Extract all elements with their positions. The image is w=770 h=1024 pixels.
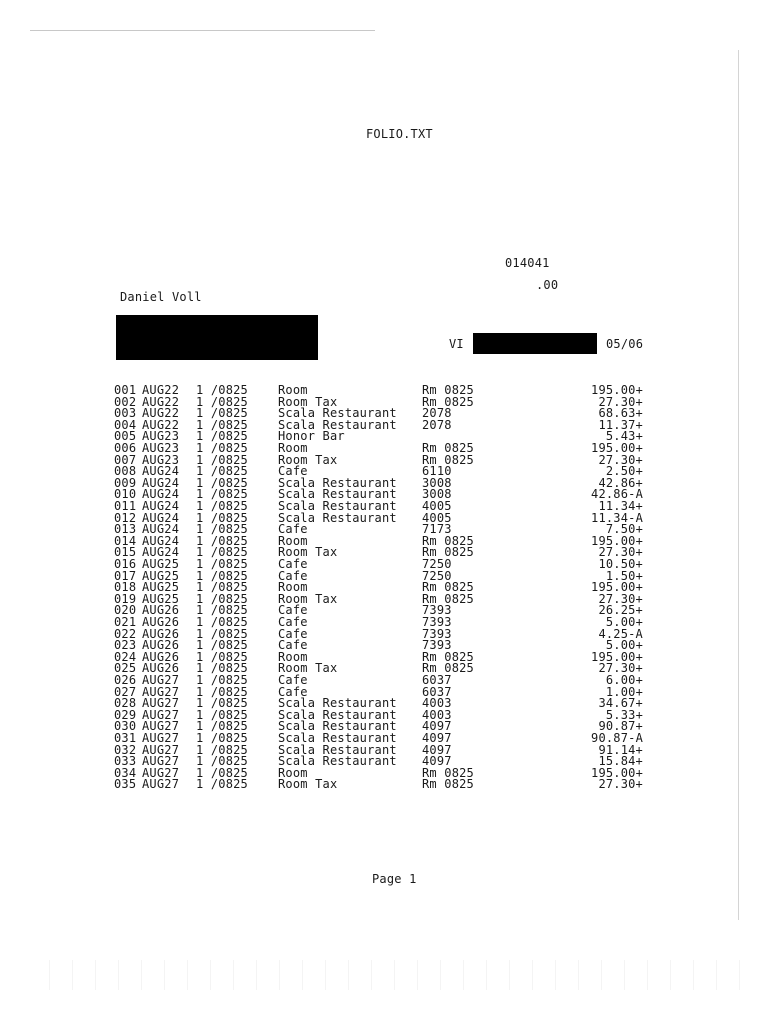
transaction-amount: 27.30+ [598,452,643,467]
transaction-room: 1 /0825 [196,522,248,537]
transaction-description: Room Tax [278,452,338,467]
transaction-amount: 27.30+ [598,591,643,606]
transaction-room: 1 /0825 [196,777,248,792]
transaction-date: AUG24 [142,510,180,525]
transaction-date: AUG26 [142,626,180,641]
transaction-room: 1 /0825 [196,441,248,455]
transaction-room: 1 /0825 [196,533,248,548]
transaction-amount: 15.84+ [598,754,643,769]
transaction-reference: 4097 [422,731,452,745]
transaction-seq: 005 [114,429,137,444]
transaction-room: 1 /0825 [196,487,248,502]
transaction-description: Cafe [278,673,308,687]
transaction-seq: 020 [114,603,137,618]
transaction-date: AUG25 [142,580,180,595]
transaction-seq: 022 [114,626,137,641]
transaction-date: AUG27 [142,742,180,757]
transaction-description: Cafe [278,615,308,629]
transaction-description: Room Tax [278,545,338,560]
transaction-date: AUG24 [142,475,180,490]
transaction-date: AUG24 [142,487,180,502]
transaction-amount: 195.00+ [591,383,643,397]
transaction-room: 1 /0825 [196,383,248,397]
transaction-date: AUG27 [142,673,180,687]
transaction-reference: 7250 [422,568,452,583]
transaction-date: AUG26 [142,661,180,676]
transaction-room: 1 /0825 [196,417,248,432]
transaction-amount: 68.63+ [598,406,643,421]
transaction-seq: 001 [114,383,137,397]
transaction-amount: 195.00+ [591,580,643,595]
transaction-seq: 023 [114,638,137,653]
transaction-amount: 90.87+ [598,719,643,734]
transaction-room: 1 /0825 [196,394,248,409]
transaction-description: Scala Restaurant [278,406,397,421]
transaction-reference: 7173 [422,522,452,537]
transaction-seq: 028 [114,696,137,711]
transaction-amount: 7.50+ [605,522,643,537]
transaction-description: Cafe [278,638,308,653]
transaction-reference: 7393 [422,603,452,618]
transaction-amount: 1.00+ [605,684,643,699]
transaction-seq: 013 [114,522,137,537]
transaction-description: Cafe [278,568,308,583]
transaction-reference: Rm 0825 [422,777,474,792]
transaction-seq: 008 [114,464,137,479]
transaction-room: 1 /0825 [196,661,248,676]
transaction-description: Scala Restaurant [278,487,397,502]
transaction-room: 1 /0825 [196,742,248,757]
transaction-amount: 34.67+ [598,696,643,711]
transaction-amount: 27.30+ [598,661,643,676]
transaction-reference: 3008 [422,475,452,490]
transaction-seq: 031 [114,731,137,745]
transaction-seq: 030 [114,719,137,734]
transaction-description: Scala Restaurant [278,754,397,769]
transaction-description: Honor Bar [278,429,345,444]
transaction-reference: Rm 0825 [422,580,474,595]
transaction-date: AUG24 [142,499,180,513]
transaction-room: 1 /0825 [196,615,248,629]
transaction-date: AUG23 [142,452,180,467]
transaction-date: AUG24 [142,533,180,548]
transaction-reference: 2078 [422,417,452,432]
transaction-room: 1 /0825 [196,510,248,525]
transaction-reference: 6037 [422,684,452,699]
transaction-room: 1 /0825 [196,707,248,722]
transaction-date: AUG22 [142,383,180,397]
transaction-amount: 27.30+ [598,394,643,409]
transaction-description: Room [278,441,308,455]
transaction-date: AUG24 [142,545,180,560]
guest-name: Daniel Voll [120,290,202,304]
page-number: Page 1 [372,872,417,886]
transaction-date: AUG23 [142,441,180,455]
transaction-amount: 42.86+ [598,475,643,490]
transaction-seq: 016 [114,557,137,571]
transaction-description: Room [278,765,308,780]
card-expiry: 05/06 [606,337,644,351]
transaction-reference: Rm 0825 [422,533,474,548]
transaction-amount: 91.14+ [598,742,643,757]
transaction-reference: 7393 [422,615,452,629]
transaction-reference: 7393 [422,638,452,653]
transaction-reference: 3008 [422,487,452,502]
transaction-amount: 27.30+ [598,777,643,792]
transaction-amount: 11.34+ [598,499,643,513]
transaction-room: 1 /0825 [196,673,248,687]
transaction-reference: 4097 [422,719,452,734]
transaction-amount: 195.00+ [591,533,643,548]
transaction-room: 1 /0825 [196,429,248,444]
transaction-reference: 4097 [422,742,452,757]
transaction-reference: Rm 0825 [422,394,474,409]
transaction-reference: 2078 [422,406,452,421]
transaction-seq: 021 [114,615,137,629]
transaction-date: AUG26 [142,649,180,664]
transaction-room: 1 /0825 [196,696,248,711]
transaction-amount: 5.00+ [605,638,643,653]
transaction-date: AUG24 [142,464,180,479]
transaction-date: AUG27 [142,719,180,734]
transaction-amount: 26.25+ [598,603,643,618]
transaction-room: 1 /0825 [196,765,248,780]
transaction-date: AUG25 [142,568,180,583]
transaction-date: AUG27 [142,754,180,769]
transaction-reference: 4003 [422,707,452,722]
transaction-room: 1 /0825 [196,452,248,467]
transaction-reference: Rm 0825 [422,591,474,606]
transaction-room: 1 /0825 [196,719,248,734]
transaction-date: AUG22 [142,406,180,421]
transaction-date: AUG23 [142,429,180,444]
transaction-amount: 195.00+ [591,765,643,780]
transaction-date: AUG26 [142,603,180,618]
transaction-seq: 027 [114,684,137,699]
transaction-description: Room [278,383,308,397]
transaction-reference: Rm 0825 [422,545,474,560]
transaction-description: Cafe [278,626,308,641]
transaction-date: AUG27 [142,777,180,792]
transaction-amount: 42.86-A [591,487,643,502]
transaction-amount: 10.50+ [598,557,643,571]
balance-value: .00 [536,278,559,292]
transaction-seq: 014 [114,533,137,548]
transaction-amount: 2.50+ [605,464,643,479]
transaction-description: Scala Restaurant [278,719,397,734]
scan-artifact-bottom-noise [40,960,740,990]
transaction-amount: 4.25-A [598,626,643,641]
transaction-room: 1 /0825 [196,545,248,560]
transaction-reference: Rm 0825 [422,661,474,676]
transaction-room: 1 /0825 [196,591,248,606]
transaction-description: Scala Restaurant [278,696,397,711]
transaction-reference: Rm 0825 [422,383,474,397]
transaction-room: 1 /0825 [196,731,248,745]
transaction-description: Room Tax [278,777,338,792]
transaction-amount: 195.00+ [591,441,643,455]
transaction-seq: 004 [114,417,137,432]
transaction-description: Scala Restaurant [278,417,397,432]
transaction-seq: 019 [114,591,137,606]
transaction-date: AUG22 [142,417,180,432]
transaction-seq: 002 [114,394,137,409]
transaction-seq: 009 [114,475,137,490]
transaction-reference: 6110 [422,464,452,479]
transaction-seq: 007 [114,452,137,467]
transaction-reference: 7250 [422,557,452,571]
transaction-amount: 11.34-A [591,510,643,525]
transaction-seq: 003 [114,406,137,421]
transaction-room: 1 /0825 [196,754,248,769]
transaction-date: AUG25 [142,557,180,571]
transaction-room: 1 /0825 [196,464,248,479]
transaction-amount: 5.33+ [605,707,643,722]
redacted-address-block [116,315,318,360]
transaction-description: Scala Restaurant [278,742,397,757]
transaction-description: Room [278,533,308,548]
transaction-reference: Rm 0825 [422,452,474,467]
transaction-amount: 6.00+ [605,673,643,687]
transaction-reference: Rm 0825 [422,765,474,780]
transaction-room: 1 /0825 [196,626,248,641]
transaction-description: Scala Restaurant [278,731,397,745]
transaction-reference: 4097 [422,754,452,769]
scan-artifact-right-edge [738,50,739,920]
transaction-description: Scala Restaurant [278,510,397,525]
transaction-date: AUG27 [142,684,180,699]
transaction-amount: 90.87-A [591,731,643,745]
transaction-seq: 032 [114,742,137,757]
transaction-date: AUG27 [142,696,180,711]
transaction-date: AUG26 [142,638,180,653]
transaction-amount: 27.30+ [598,545,643,560]
transaction-description: Scala Restaurant [278,707,397,722]
transaction-amount: 5.00+ [605,615,643,629]
transaction-description: Room [278,580,308,595]
transaction-reference: 4005 [422,510,452,525]
transaction-room: 1 /0825 [196,684,248,699]
transaction-date: AUG27 [142,731,180,745]
transaction-reference: 7393 [422,626,452,641]
transaction-description: Scala Restaurant [278,475,397,490]
transaction-room: 1 /0825 [196,406,248,421]
transaction-room: 1 /0825 [196,557,248,571]
transaction-amount: 1.50+ [605,568,643,583]
transaction-date: AUG27 [142,707,180,722]
transaction-description: Room Tax [278,661,338,676]
transaction-room: 1 /0825 [196,638,248,653]
transaction-seq: 006 [114,441,137,455]
transaction-date: AUG27 [142,765,180,780]
transaction-seq: 035 [114,777,137,792]
transaction-date: AUG26 [142,615,180,629]
transaction-seq: 029 [114,707,137,722]
transaction-seq: 011 [114,499,137,513]
transaction-amount: 11.37+ [598,417,643,432]
transaction-description: Scala Restaurant [278,499,397,513]
transaction-seq: 033 [114,754,137,769]
transaction-description: Cafe [278,557,308,571]
transaction-reference: 4005 [422,499,452,513]
transaction-room: 1 /0825 [196,475,248,490]
transaction-seq: 034 [114,765,137,780]
transaction-description: Room Tax [278,394,338,409]
transaction-room: 1 /0825 [196,568,248,583]
transaction-seq: 024 [114,649,137,664]
transaction-reference: Rm 0825 [422,441,474,455]
transaction-description: Cafe [278,522,308,537]
transaction-amount: 195.00+ [591,649,643,664]
transaction-reference: 4003 [422,696,452,711]
transaction-room: 1 /0825 [196,603,248,618]
transaction-date: AUG25 [142,591,180,606]
file-title: FOLIO.TXT [366,127,433,141]
transaction-seq: 026 [114,673,137,687]
transaction-amount: 5.43+ [605,429,643,444]
transaction-description: Cafe [278,464,308,479]
transaction-room: 1 /0825 [196,499,248,513]
redacted-card-number [473,333,597,354]
transaction-description: Room [278,649,308,664]
transaction-seq: 025 [114,661,137,676]
transaction-seq: 010 [114,487,137,502]
transaction-description: Cafe [278,684,308,699]
transaction-date: AUG22 [142,394,180,409]
account-number: 014041 [505,256,550,270]
transaction-description: Cafe [278,603,308,618]
transaction-seq: 018 [114,580,137,595]
card-type: VI [449,337,464,351]
transaction-seq: 012 [114,510,137,525]
transaction-seq: 015 [114,545,137,560]
transaction-room: 1 /0825 [196,649,248,664]
transaction-room: 1 /0825 [196,580,248,595]
transaction-date: AUG24 [142,522,180,537]
scan-artifact-top-line [30,30,375,31]
transaction-description: Room Tax [278,591,338,606]
transaction-reference: 6037 [422,673,452,687]
transaction-seq: 017 [114,568,137,583]
transaction-reference: Rm 0825 [422,649,474,664]
